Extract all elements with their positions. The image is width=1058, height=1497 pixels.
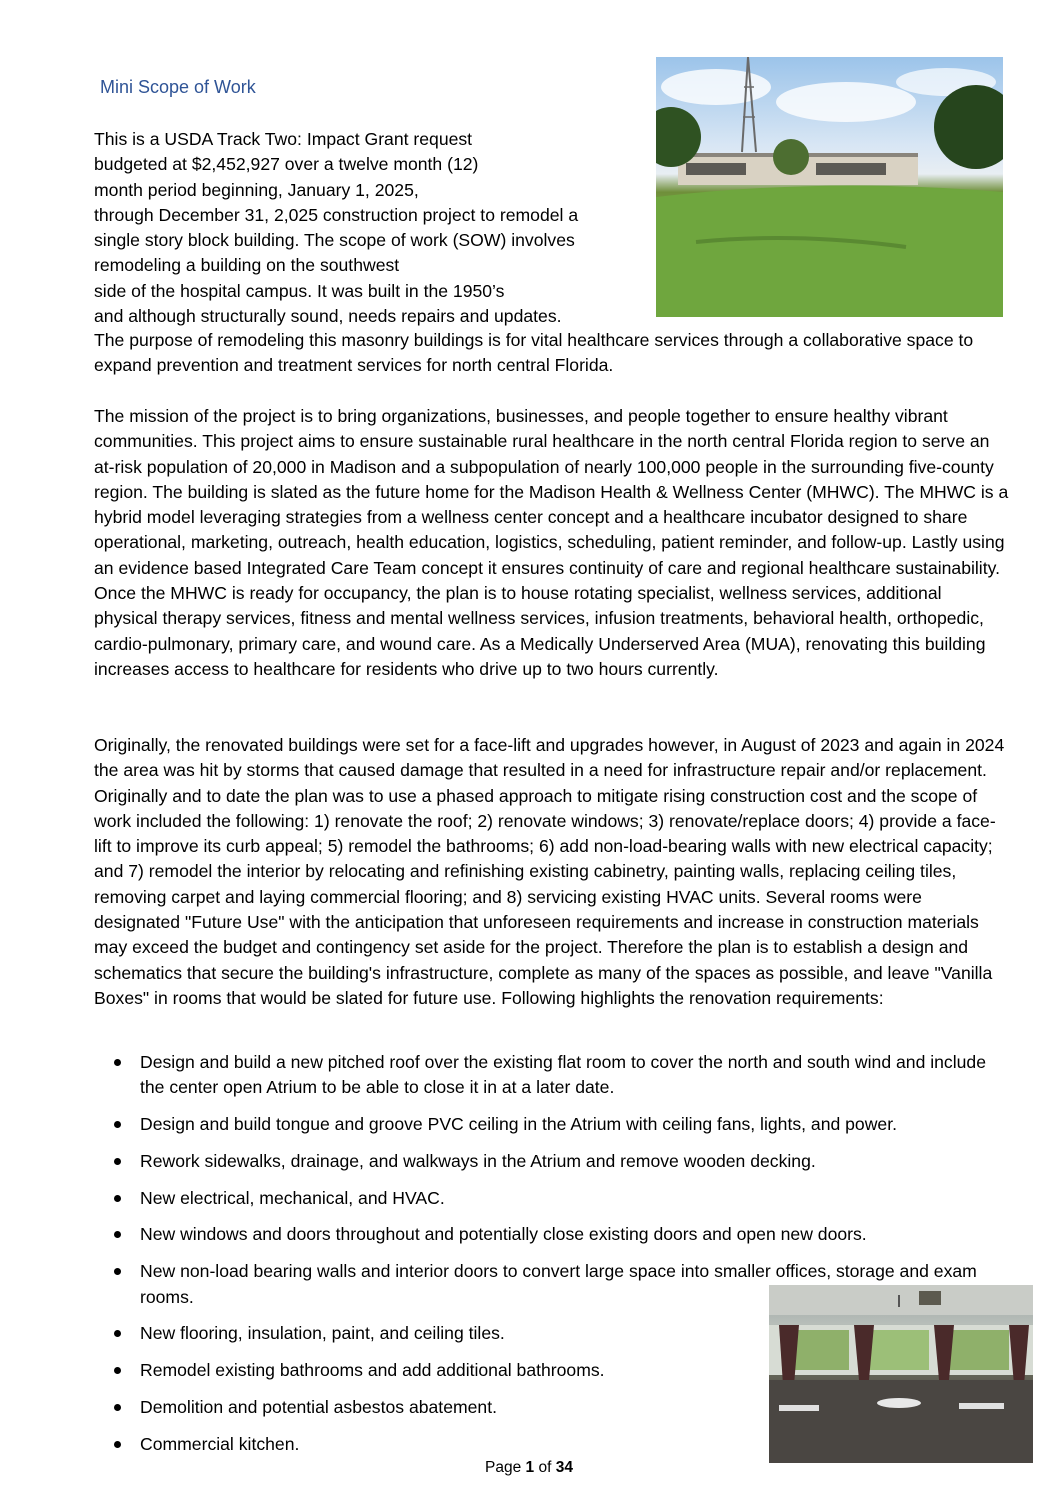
list-item: New windows and doors throughout and potentially close existing doors and open new doors. (94, 1222, 1009, 1247)
intro-line: through December 31, 2,025 construction project to remodel a (94, 204, 579, 225)
list-item: Design and build a new pitched roof over the existing flat room to cover the north and south wind and include the center open Atrium to be able to close it in at a later date. (94, 1050, 1009, 1101)
intro-paragraph (94, 127, 654, 329)
purpose-paragraph: The purpose of remodeling this masonry buildings is for vital healthcare services through a collaborative space to expand prevention and treatment services for north central Florida. (94, 330, 974, 376)
intro-line: single story block building. The scope of work (SOW) involves (94, 230, 575, 251)
footer-of: of (538, 1459, 552, 1476)
list-item: Design and build tongue and groove PVC ceiling in the Atrium with ceiling fans, lights, and power. (94, 1112, 1009, 1137)
building-exterior-photo (656, 57, 1003, 317)
footer-page-prefix: Page (485, 1459, 522, 1476)
mission-paragraph: The mission of the project is to bring organizations, businesses, and people together to ensure healthy vibrant communities. This project aims to ensure sustainable rural healthcare in the north central Florida region to serve an at-risk population of 20,000 in Madison and a subpopulation of nearly 100,000 people in the surrounding five-county region. The building is slated as the future home for the Madison Health & Wellness Center (MHWC). The MHWC is a hybrid model leveraging strategies from a wellness center concept and a healthcare incubator designed to share operational, marketing, outreach, health education, logistics, scheduling, patient reminder, and follow-up. Lastly using an evidence based Integrated Care Team concept it ensures continuity of care and regional healthcare sustainability. Once the MHWC is ready for occupancy, the plan is to house rotating specialist, wellness services, additional physical therapy services, fitness and mental wellness services, infusion treatments, behavioral health, orthopedic, cardio-pulmonary, primary care, and wound care. As a Medically Underserved Area (MUA), renovating this building increases access to healthcare for residents who drive up to two hours currently. (94, 406, 1009, 679)
list-item: Remodel existing bathrooms and add additional bathrooms. (94, 1358, 760, 1383)
list-item: New electrical, mechanical, and HVAC. (94, 1186, 1009, 1211)
intro-line: budgeted at $2,452,927 over a twelve month (12) (94, 154, 479, 175)
footer-total-pages: 34 (555, 1459, 573, 1476)
originally-paragraph: Originally, the renovated buildings were set for a face-lift and upgrades however, in August of 2023 and again in 2024 the area was hit by storms that caused damage that resulted in a need for infrastructure repair and/or replacement. Originally and to date the plan was to use a phased approach to mitigate rising construction cost and the scope of work included the following: 1) renovate the roof; 2) renovate windows; 3) renovate/replace doors; 4) provide a face-lift to improve its curb appeal; 5) remodel the bathrooms; 6) add non-load-bearing walls with new electrical capacity; and 7) remodel the interior by relocating and refinishing existing cabinetry, painting walls, replacing ceiling tiles, removing carpet and laying commercial flooring; and 8) servicing existing HVAC units. Several rooms were designated "Future Use" with the anticipation that unforeseen requirements and increase in construction materials may exceed the budget and contingency set aside for the project. Therefore the plan is to establish a design and schematics that secure the building's infrastructure, complete as many of the spaces as possible, and leave "Vanilla Boxes" in rooms that would be slated for future use. Following highlights the renovation requirements: (94, 735, 1005, 1008)
intro-line: and although structurally sound, needs repairs and updates. (94, 306, 562, 327)
intro-line: month period beginning, January 1, 2025, (94, 179, 419, 200)
list-item: Rework sidewalks, drainage, and walkways in the Atrium and remove wooden decking. (94, 1149, 1009, 1174)
list-item: New non-load bearing walls and interior doors to convert large space into smaller offices, storage and exam rooms. (94, 1259, 1009, 1310)
intro-line: remodeling a building on the southwest (94, 255, 400, 276)
intro-line: side of the hospital campus. It was built in the 1950’s (94, 280, 505, 301)
page-footer (0, 1459, 1058, 1477)
list-item: New flooring, insulation, paint, and ceiling tiles. (94, 1321, 760, 1346)
page-title: Mini Scope of Work (100, 77, 256, 97)
list-item: Commercial kitchen. (94, 1432, 760, 1457)
list-item: Demolition and potential asbestos abatement. (94, 1395, 760, 1420)
interior-room-photo (769, 1285, 1033, 1463)
footer-current-page: 1 (525, 1459, 535, 1476)
intro-line: This is a USDA Track Two: Impact Grant request (94, 129, 473, 149)
